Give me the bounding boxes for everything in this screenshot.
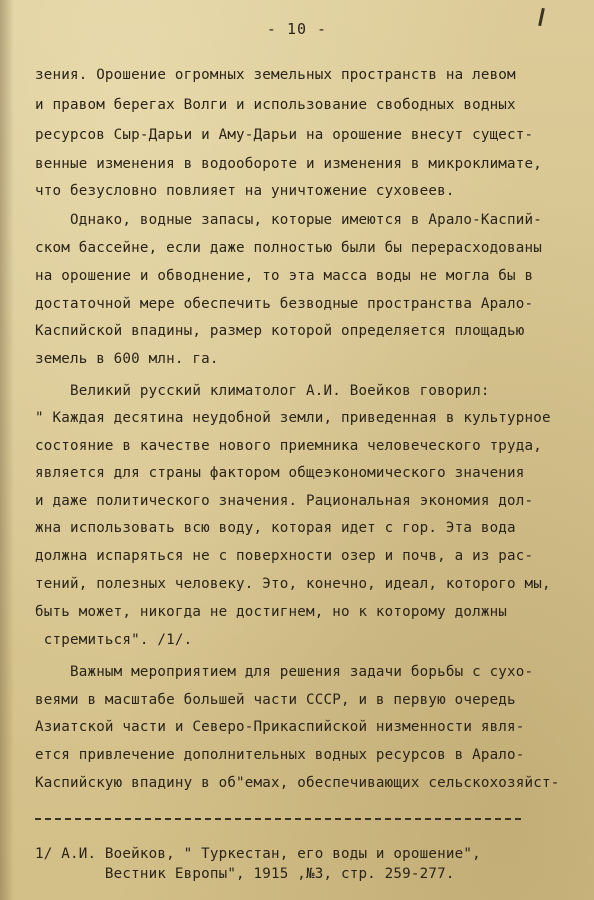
text-line: достаточной мере обеспечить безводные пространства Арало- xyxy=(35,296,534,312)
text-line: Каспийскую впадину в об"емах, обеспечивающих сельскохозяйст- xyxy=(35,775,560,791)
text-line: веями в масштабе большей части СССР, и в первую очередь xyxy=(35,692,516,708)
footnote-line: 1/ А.И. Воейков, " Туркестан, его воды и орошение", xyxy=(35,846,481,862)
text-line: на орошение и обводнение, то эта масса воды не могла бы в xyxy=(35,268,534,284)
text-line: Однако, водные запасы, которые имеются в Арало-Каспий- xyxy=(35,212,543,228)
text-line: Каспийской впадины, размер которой определяется площадью xyxy=(35,323,525,339)
text-line: ется привлечение дополнительных водных ресурсов в Арало- xyxy=(35,747,525,763)
text-line: Важным мероприятием для решения задачи борьбы с сухо- xyxy=(35,664,534,680)
text-line: ресурсов Сыр-Дарьи и Аму-Дарьи на орошение внесут сущест- xyxy=(35,127,534,143)
text-line: тений, полезных человеку. Это, конечно, идеал, которого мы, xyxy=(35,576,551,592)
text-line: зения. Орошение огромных земельных пространств на левом xyxy=(35,67,516,83)
text-line: и даже политического значения. Рациональная экономия дол- xyxy=(35,493,534,509)
text-line: Великий русский климатолог А.И. Воейков говорил: xyxy=(35,383,490,399)
text-line: состояние в качестве нового приемника человеческого труда, xyxy=(35,438,543,454)
text-line: должна испаряться не с поверхности озер и почв, а из рас- xyxy=(35,548,534,564)
footnote-line: Вестник Европы", 1915 ,№3, стр. 259-277. xyxy=(35,866,455,882)
text-line: земель в 600 млн. га. xyxy=(35,351,219,367)
text-line: Азиатской части и Северо-Прикаспийской низменности явля- xyxy=(35,719,525,735)
page-edge-shadow xyxy=(0,0,14,900)
text-line: венные изменения в водообороте и изменения в микроклимате, xyxy=(35,156,543,172)
text-line: является для страны фактором общеэкономического значения xyxy=(35,465,525,481)
page-number: - 10 - xyxy=(266,20,328,38)
text-line: стремиться". /1/. xyxy=(35,632,193,648)
text-line: жна использовать всю воду, которая идет с гор. Эта вода xyxy=(35,520,516,536)
text-line: " Каждая десятина неудобной земли, приведенная в культурное xyxy=(35,410,551,426)
text-line: и правом берегах Волги и использование свободных водных xyxy=(35,97,516,113)
text-line: ском бассейне, если даже полностью были бы перерасходованы xyxy=(35,240,543,256)
text-line: быть может, никогда не достигнем, но к которому должны xyxy=(35,604,508,620)
text-line: что безусловно повлияет на уничтожение суховеев. xyxy=(35,183,455,199)
footnote-separator xyxy=(35,818,521,820)
